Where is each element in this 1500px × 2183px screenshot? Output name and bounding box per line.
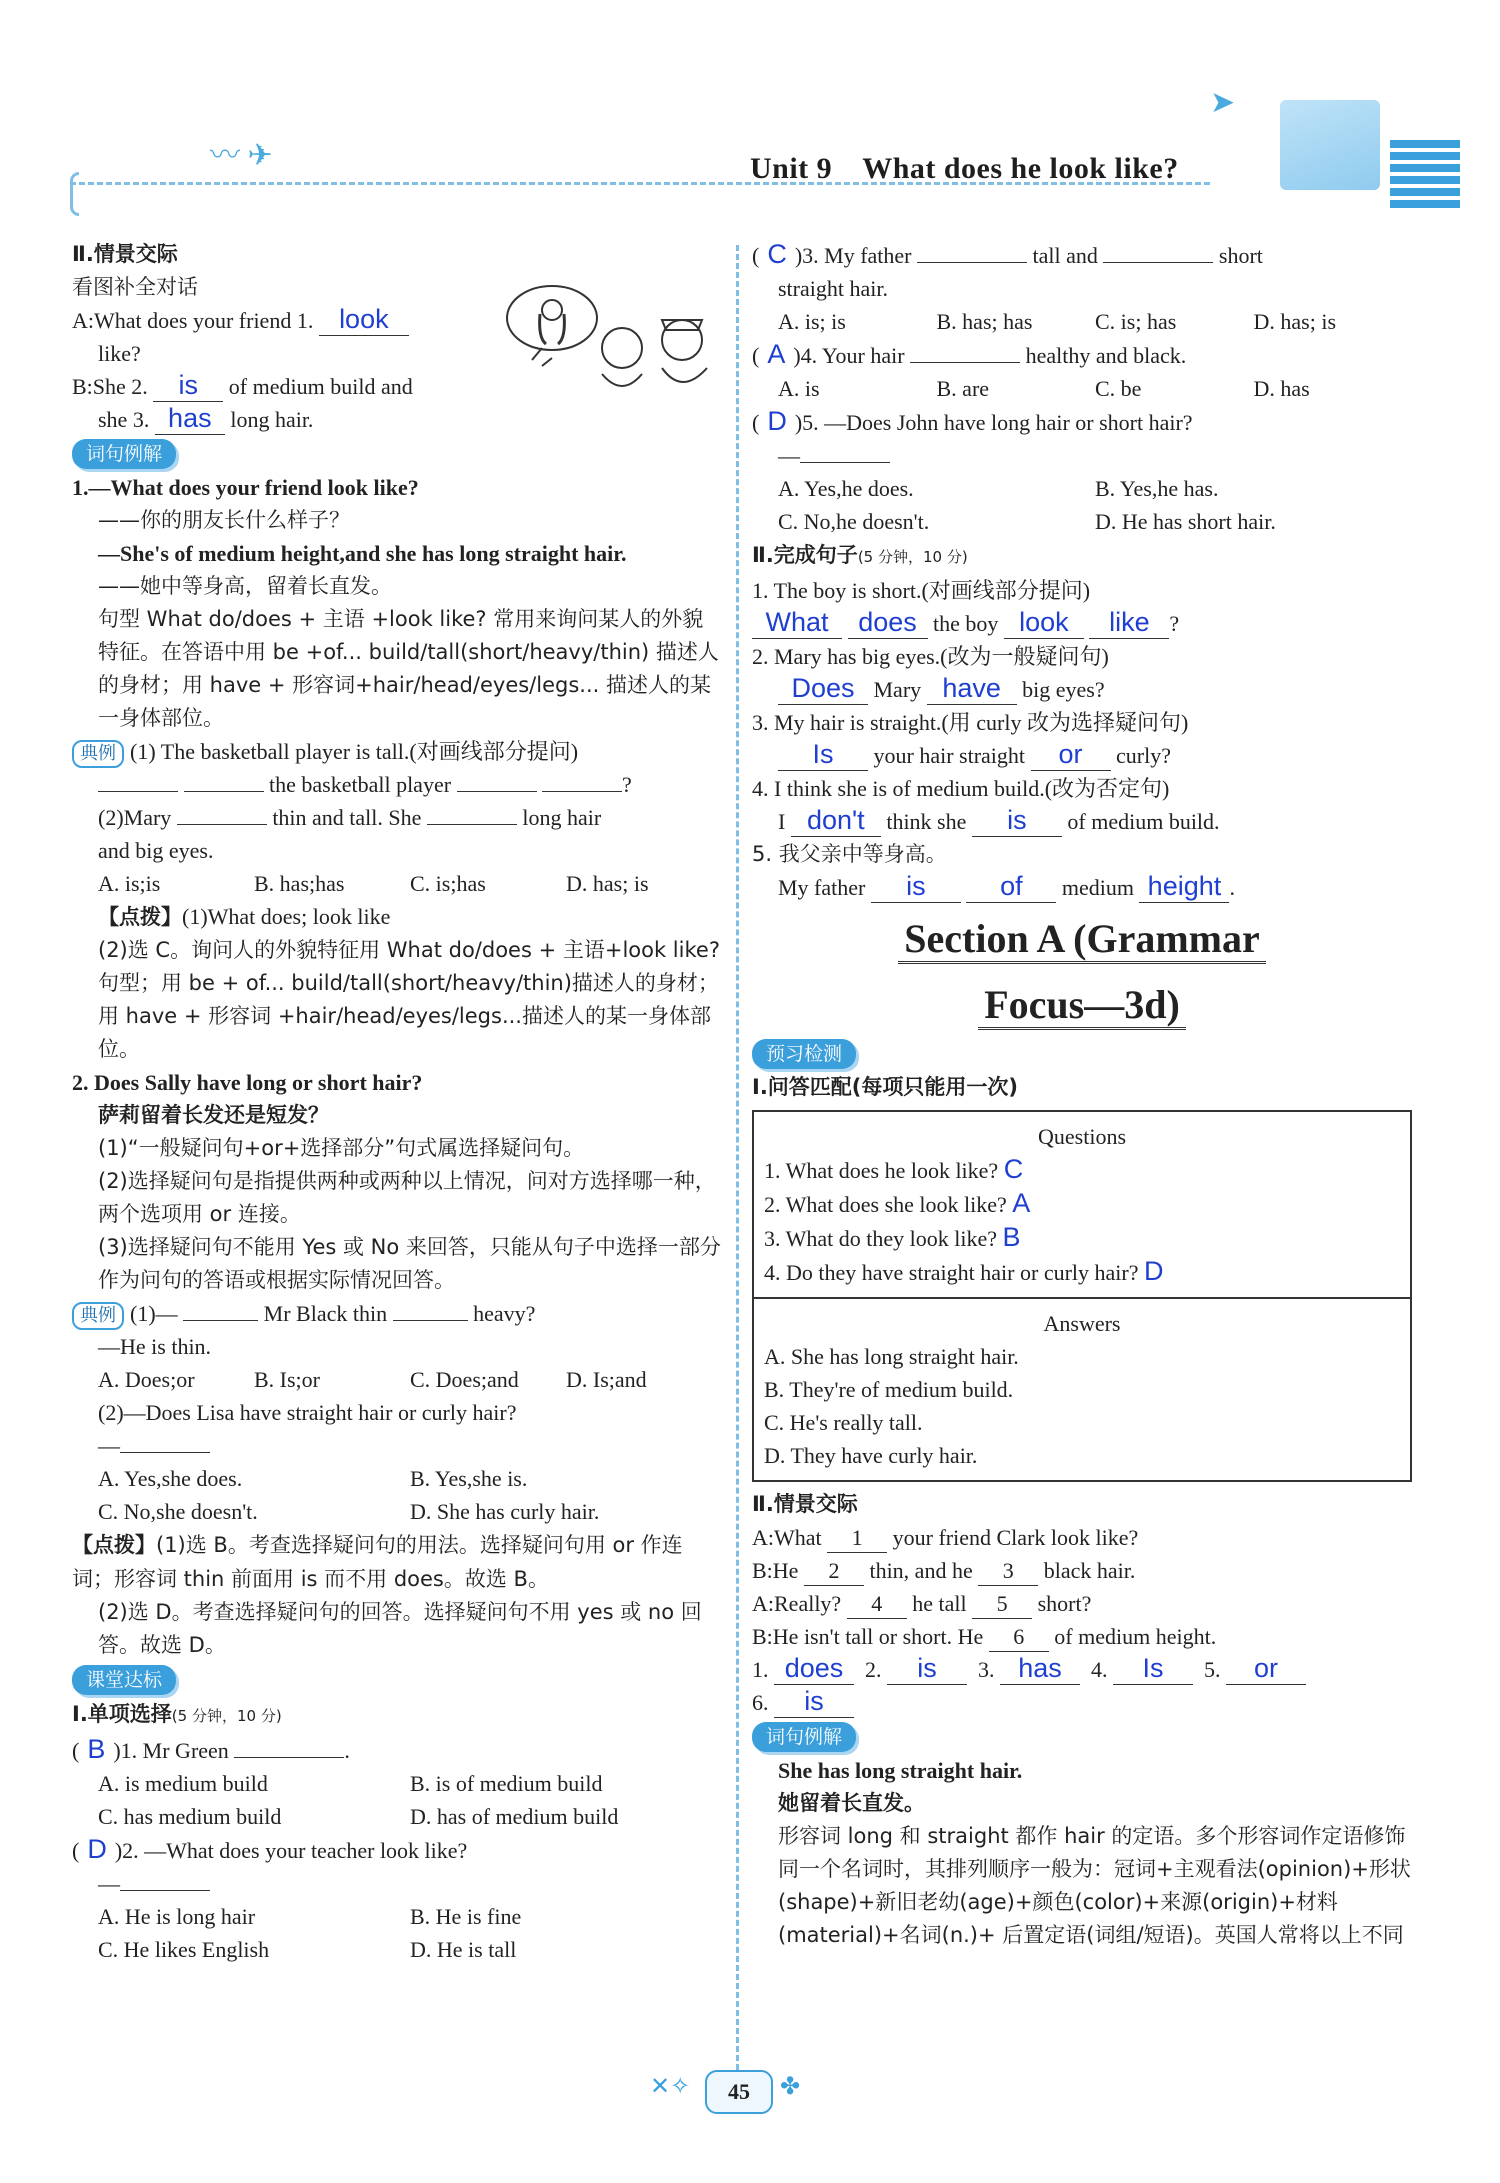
option: B. He is fine [410, 1904, 522, 1929]
fill-text: medium [1061, 875, 1134, 900]
number-blank: 3 [978, 1557, 1038, 1586]
scene-text: he tall [912, 1591, 967, 1616]
scene-text: thin, and he [869, 1558, 973, 1583]
mc-question-3: ( C )3. My father tall and short [752, 239, 1263, 269]
tip-text: (2)选 D。考查选择疑问句的回答。选择疑问句不用 yes 或 no 回答。故选 D。 [98, 1600, 702, 1657]
option: D. has; is [566, 871, 649, 896]
mc-question-2: ( D )2. —What does your teacher look like? [72, 1834, 468, 1864]
section-tag: 词句例解 [72, 439, 176, 469]
answer-blank [155, 404, 225, 435]
matching-box [752, 1110, 1412, 1482]
answer: have [942, 673, 1001, 703]
example-2 [72, 801, 722, 834]
heading: Ⅰ.单项选择 [72, 1702, 172, 1726]
options [752, 472, 1412, 538]
example-text: (2)Mary [98, 805, 172, 830]
unit-title [750, 152, 1209, 186]
match-question [764, 1255, 1400, 1289]
options [72, 1900, 722, 1966]
right-column [752, 238, 1412, 1952]
questions-header: Questions [1038, 1124, 1126, 1149]
fill-heading [752, 538, 1412, 574]
fill-text: Mary [873, 677, 922, 702]
tip-label: 【点拨】 [98, 905, 182, 929]
option: C. No,she doesn't. [98, 1499, 258, 1524]
option: A. Yes,she does. [98, 1466, 243, 1491]
answers-header: Answers [1043, 1311, 1121, 1336]
example-text: Mr Black thin [263, 1301, 388, 1326]
option: C. No,he doesn't. [778, 509, 930, 534]
tip-1 [72, 900, 722, 934]
option: A. Yes,he does. [778, 476, 914, 501]
answer: does [858, 607, 917, 637]
fill-text: of medium build. [1067, 809, 1220, 834]
blank [184, 791, 264, 792]
answer-blank [774, 1687, 854, 1718]
fill-text: I [778, 809, 786, 834]
option: D. He is tall [410, 1937, 517, 1962]
answer: is [917, 1653, 937, 1683]
scene-text: B:He [752, 1558, 799, 1583]
scene-line [752, 1587, 1412, 1620]
option: B. Yes,she is. [410, 1466, 528, 1491]
section-tag: 词句例解 [752, 1722, 856, 1752]
section-tag: 课堂达标 [72, 1665, 176, 1695]
fill-answer: What does the boy look like ? [752, 607, 1412, 640]
answer-blank [927, 674, 1017, 705]
heading: Ⅱ.完成句子 [752, 543, 858, 567]
answer: does [784, 1653, 844, 1683]
answer: C [1003, 1154, 1024, 1184]
number-blank: 5 [972, 1590, 1032, 1619]
option: D. She has curly hair. [410, 1499, 600, 1524]
blank [183, 1320, 258, 1321]
answer: is [178, 370, 199, 400]
answer: is [906, 871, 926, 901]
explanation: (1)“一般疑问句+or+选择部分”句式属选择疑问句。 [98, 1136, 585, 1160]
dialog-text: she 3. [98, 407, 150, 432]
scene-answers-2: 6. is [752, 1686, 1412, 1719]
option: B. has; has [936, 309, 1033, 334]
option: A. He is long hair [98, 1904, 256, 1929]
header-bracket [70, 172, 79, 216]
blank [234, 1757, 344, 1758]
answer: What [765, 607, 829, 637]
answer: don't [806, 805, 865, 835]
answer: height [1147, 871, 1222, 901]
page-header [70, 86, 1410, 210]
answer-blank [848, 608, 928, 639]
answer-blank [778, 674, 868, 705]
question-text: )4. Your hair [793, 343, 905, 368]
answer: D [767, 406, 787, 436]
answer: of [1000, 871, 1023, 901]
unit-name: What does he look like? [862, 152, 1179, 185]
scene-line [752, 1554, 1412, 1587]
example-label: 典例 [72, 1302, 124, 1330]
match-question [764, 1187, 1400, 1221]
score: (5 分钟，10 分) [857, 548, 968, 566]
blank [910, 362, 1020, 363]
score: (5 分钟，10 分) [171, 1707, 282, 1725]
explanation: 句型 What do/does + 主语 +look like? 常用来询问某人的外貌特征。在答语中用 be +of... build/tall(short/heavy/thin) 描述人的身材；用 have + 形容词+hair/head/eyes/legs... 描述人的某一身体部位。 [98, 607, 719, 730]
left-column [72, 238, 722, 1966]
fill-answer [752, 805, 1412, 838]
options [752, 372, 1412, 405]
answer: A [1012, 1188, 1031, 1218]
fill-text: think she [886, 809, 967, 834]
fill-answer: My father is of medium height . [778, 871, 1235, 901]
option: A. is medium build [98, 1771, 268, 1796]
blank [542, 791, 622, 792]
blank [1103, 262, 1213, 263]
answer-blank [752, 608, 842, 639]
option: C. He likes English [98, 1937, 270, 1962]
question-text: 3. What do they look like? [764, 1226, 997, 1251]
answer: is [1007, 805, 1027, 835]
match-question [764, 1153, 1400, 1187]
fill-question: 1. The boy is short.(对画线部分提问) [752, 578, 1091, 603]
option: B. has;has [254, 871, 345, 896]
unit-number: Unit 9 [750, 152, 833, 185]
explanation: 形容词 long 和 straight 都作 hair 的定语。多个形容词作定语修饰同一个名词时，其排列顺序一般为：冠词+主观看法(opinion)+形状(shape)+新旧老幼(age)+颜色(color)+来源(origin)+材料(material)+名词(n.)+ 后置定语(词组/短语)。英国人常将以上不同 [778, 1824, 1411, 1947]
key-sentence: She has long straight hair. [778, 1758, 1023, 1783]
answer: or [1058, 739, 1083, 769]
match-answer: B. They're of medium build. [764, 1377, 1014, 1402]
options [72, 867, 722, 900]
blank [177, 824, 267, 825]
dash: — [778, 443, 800, 468]
instruction: 看图补全对话 [72, 275, 198, 299]
section-title [752, 908, 1412, 970]
scene-text: A:What [752, 1525, 822, 1550]
answer-blank [871, 872, 961, 903]
section-title-line: Focus—3d) [978, 982, 1186, 1030]
example-text: heavy? [473, 1301, 536, 1326]
dash: — [98, 1871, 120, 1896]
heading: Ⅰ.问答匹配(每项只能用一次) [752, 1075, 1018, 1099]
dialog-text: like? [98, 341, 141, 366]
section-title-line: Section A (Grammar [898, 916, 1266, 964]
answer: has [168, 403, 212, 433]
answer-blank [1000, 1654, 1080, 1685]
dialog-text: long hair. [230, 407, 314, 432]
option: C. be [1095, 376, 1142, 401]
tip-text: (2)选 C。询问人的外貌特征用 What do/does + 主语+look like? 句型；用 be + of... build/tall(short/heavy/thin)描述人的身材；用 have + 形容词 +hair/head/eyes/legs...描述人的某一身体部位。 [98, 938, 720, 1061]
answer: Is [1142, 1653, 1164, 1683]
answer-blank [1031, 740, 1111, 771]
answer-dash [72, 1867, 722, 1900]
scene-text: short? [1037, 1591, 1092, 1616]
options [72, 1363, 722, 1396]
option: A. is;is [98, 871, 161, 896]
example-3 [72, 1297, 722, 1330]
heading: Ⅱ.情景交际 [752, 1492, 858, 1516]
scene-text: black hair. [1043, 1558, 1136, 1583]
answer: B [87, 1734, 106, 1764]
blank [120, 1890, 210, 1891]
column-divider [736, 245, 739, 2070]
option: C. is; has [1095, 309, 1177, 334]
answer-blank [966, 872, 1056, 903]
option: B. Is;or [254, 1367, 320, 1392]
answer: Does [791, 673, 855, 703]
example-text: and big eyes. [98, 838, 214, 863]
option: D. He has short hair. [1095, 509, 1276, 534]
blank [457, 791, 537, 792]
dialog-text: A:What does your friend 1. [72, 308, 314, 333]
fill-question: 5. 我父亲中等身高。 [752, 842, 947, 866]
scene-text: A:Really? [752, 1591, 842, 1616]
blank [393, 1320, 468, 1321]
match-answer: C. He's really tall. [764, 1410, 923, 1435]
dialog-text: B:She 2. [72, 374, 148, 399]
match-question [764, 1221, 1400, 1255]
translation: ——你的朋友长什么样子？ [98, 508, 350, 532]
tip-2 [72, 1528, 722, 1596]
option: D. has of medium build [410, 1804, 619, 1829]
question-text: tall and [1032, 243, 1098, 268]
option: D. Is;and [566, 1367, 647, 1392]
fill-question: 2. Mary has big eyes.(改为一般疑问句) [752, 644, 1109, 669]
dash: — [98, 1433, 120, 1458]
match-answer: A. She has long straight hair. [764, 1344, 1019, 1369]
answer-blank [1113, 1654, 1193, 1685]
fill-question: 3. My hair is straight.(用 curly 改为选择疑问句) [752, 710, 1189, 735]
box-separator [754, 1297, 1410, 1299]
example-1 [72, 735, 722, 768]
answer: D [1143, 1256, 1164, 1286]
key-sentence: 2. Does Sally have long or short hair? [72, 1070, 423, 1095]
option: D. has [1253, 376, 1310, 401]
question-text: )2. —What does your teacher look like? [114, 1838, 468, 1863]
scene-line [752, 1521, 1412, 1554]
question-text: 2. What does she look like? [764, 1192, 1007, 1217]
fill-text: your hair straight [873, 743, 1026, 768]
answer: is [804, 1686, 824, 1716]
fill-question: 4. I think she is of medium build.(改为否定句) [752, 776, 1170, 801]
key-sentence: 1.—What does your friend look like? [72, 475, 419, 500]
match-answer: D. They have curly hair. [764, 1443, 978, 1468]
header-stripes [1390, 140, 1460, 210]
answer-blank [1089, 608, 1169, 639]
fill-text: curly? [1116, 743, 1171, 768]
translation: ——她中等身高，留着长直发。 [98, 574, 392, 598]
section-heading: Ⅱ.情景交际 [72, 242, 178, 266]
question-text: healthy and black. [1025, 343, 1187, 368]
example-blanks: the basketball player ? [72, 768, 722, 801]
mc-question-4: ( A )4. Your hair healthy and black. [752, 339, 1187, 369]
options [752, 305, 1412, 338]
star-icon: ✕✧ [650, 2074, 691, 2100]
answer: B [1002, 1222, 1021, 1252]
answer: D [87, 1834, 107, 1864]
scene-text: your friend Clark look like? [892, 1525, 1139, 1550]
option: A. is [778, 376, 820, 401]
page-number: 45 [705, 2070, 773, 2114]
answer-blank [1226, 1654, 1306, 1685]
pinwheel-icon: ✤ [780, 2074, 801, 2100]
number-blank: 2 [804, 1557, 864, 1586]
question-text: short [1218, 243, 1263, 268]
answer: A [767, 339, 786, 369]
mc-question-1: ( B )1. Mr Green . [72, 1734, 350, 1764]
tip-text: (1)选 B。考查选择疑问句的用法。选择疑问句用 or 作连词；形容词 thin 前面用 is 而不用 does。故选 B。 [72, 1533, 683, 1591]
fill-answer [752, 673, 1412, 706]
section-tag: 预习检测 [752, 1039, 856, 1069]
example-text: thin and tall. She [272, 805, 422, 830]
explanation: (3)选择疑问句不能用 Yes 或 No 来回答，只能从句子中选择一部分作为问句的答语或根据实际情况回答。 [98, 1235, 721, 1292]
mc-question-5: ( D )5. —Does John have long hair or short hair? [752, 406, 1193, 436]
option: A. is; is [778, 309, 846, 334]
option: B. is of medium build [410, 1771, 603, 1796]
scene-answers: 1. does 2. is 3. has 4. Is 5. or [752, 1653, 1412, 1686]
option: C. is;has [410, 871, 486, 896]
answer-blank [153, 371, 223, 402]
section-title [752, 974, 1412, 1036]
answer-dash [752, 439, 1412, 472]
blank [917, 262, 1027, 263]
scene-line [752, 1620, 1412, 1653]
answer: look [339, 304, 389, 334]
answer: C [767, 239, 787, 269]
fill-answer [752, 739, 1412, 772]
example-text: —He is thin. [98, 1334, 212, 1359]
options [72, 1767, 722, 1833]
option: C. has medium build [98, 1804, 282, 1829]
option: A. Does;or [98, 1367, 195, 1392]
cartoon-friends-illustration [502, 278, 722, 408]
scene-text: of medium height. [1054, 1624, 1217, 1649]
example-label: 典例 [72, 740, 124, 768]
blank [800, 462, 890, 463]
answer-blank [887, 1654, 967, 1685]
example-text: (1) The basketball player is tall.(对画线部分提问) [130, 739, 579, 764]
fill-text: the boy [933, 611, 999, 636]
tip-label: 【点拨】 [72, 1533, 156, 1557]
answer-blank [778, 740, 868, 771]
answer-blank [1139, 872, 1229, 903]
key-sentence: —She's of medium height,and she has long straight hair. [98, 541, 627, 566]
tip-text: (1)What does; look like [182, 904, 391, 929]
answer: Is [812, 739, 834, 769]
option: B. are [936, 376, 990, 401]
option: C. Does;and [410, 1367, 519, 1392]
option: B. Yes,he has. [1095, 476, 1219, 501]
answer-dash [72, 1429, 722, 1462]
fill-text: My father [778, 875, 866, 900]
header-illustration [1280, 100, 1380, 190]
answer: like [1109, 607, 1150, 637]
number-blank: 6 [989, 1623, 1049, 1652]
question-text: )1. Mr Green [113, 1738, 229, 1763]
number-blank: 1 [827, 1524, 887, 1553]
answer-blank [774, 1654, 854, 1685]
example-text: (2)—Does Lisa have straight hair or curly hair? [98, 1400, 517, 1425]
answer-blank [1004, 608, 1084, 639]
answer-blank [319, 305, 409, 336]
answer-blank [972, 806, 1062, 837]
example-text: the basketball player [269, 772, 452, 797]
question-text: 4. Do they have straight hair or curly hair? [764, 1260, 1139, 1285]
options [72, 1462, 722, 1528]
answer: or [1253, 1653, 1278, 1683]
birds-icon: 〰 ✈ [210, 139, 273, 172]
blank [427, 824, 517, 825]
blank [120, 1452, 210, 1453]
blank [98, 791, 178, 792]
number-blank: 4 [847, 1590, 907, 1619]
example-text: long hair [522, 805, 602, 830]
translation: 萨莉留着长发还是短发？ [98, 1103, 329, 1127]
mc-heading [72, 1697, 722, 1733]
answer: has [1018, 1653, 1062, 1683]
question-text: )3. My father [794, 243, 912, 268]
question-text: straight hair. [778, 276, 888, 301]
translation: 她留着长直发。 [778, 1791, 925, 1815]
dialog-text: of medium build and [228, 374, 413, 399]
option: D. has; is [1253, 309, 1336, 334]
example-text: (1)— [130, 1301, 178, 1326]
question-text: 1. What does he look like? [764, 1158, 999, 1183]
question-text: )5. —Does John have long hair or short hair? [794, 410, 1193, 435]
answer: look [1019, 607, 1069, 637]
scene-text: B:He isn't tall or short. He [752, 1624, 984, 1649]
explanation: (2)选择疑问句是指提供两种或两种以上情况，问对方选择哪一种，两个选项用 or 连接。 [98, 1169, 716, 1226]
fill-text: big eyes? [1022, 677, 1105, 702]
answer-blank [791, 806, 881, 837]
paper-plane-icon: ➤ [1210, 86, 1236, 119]
